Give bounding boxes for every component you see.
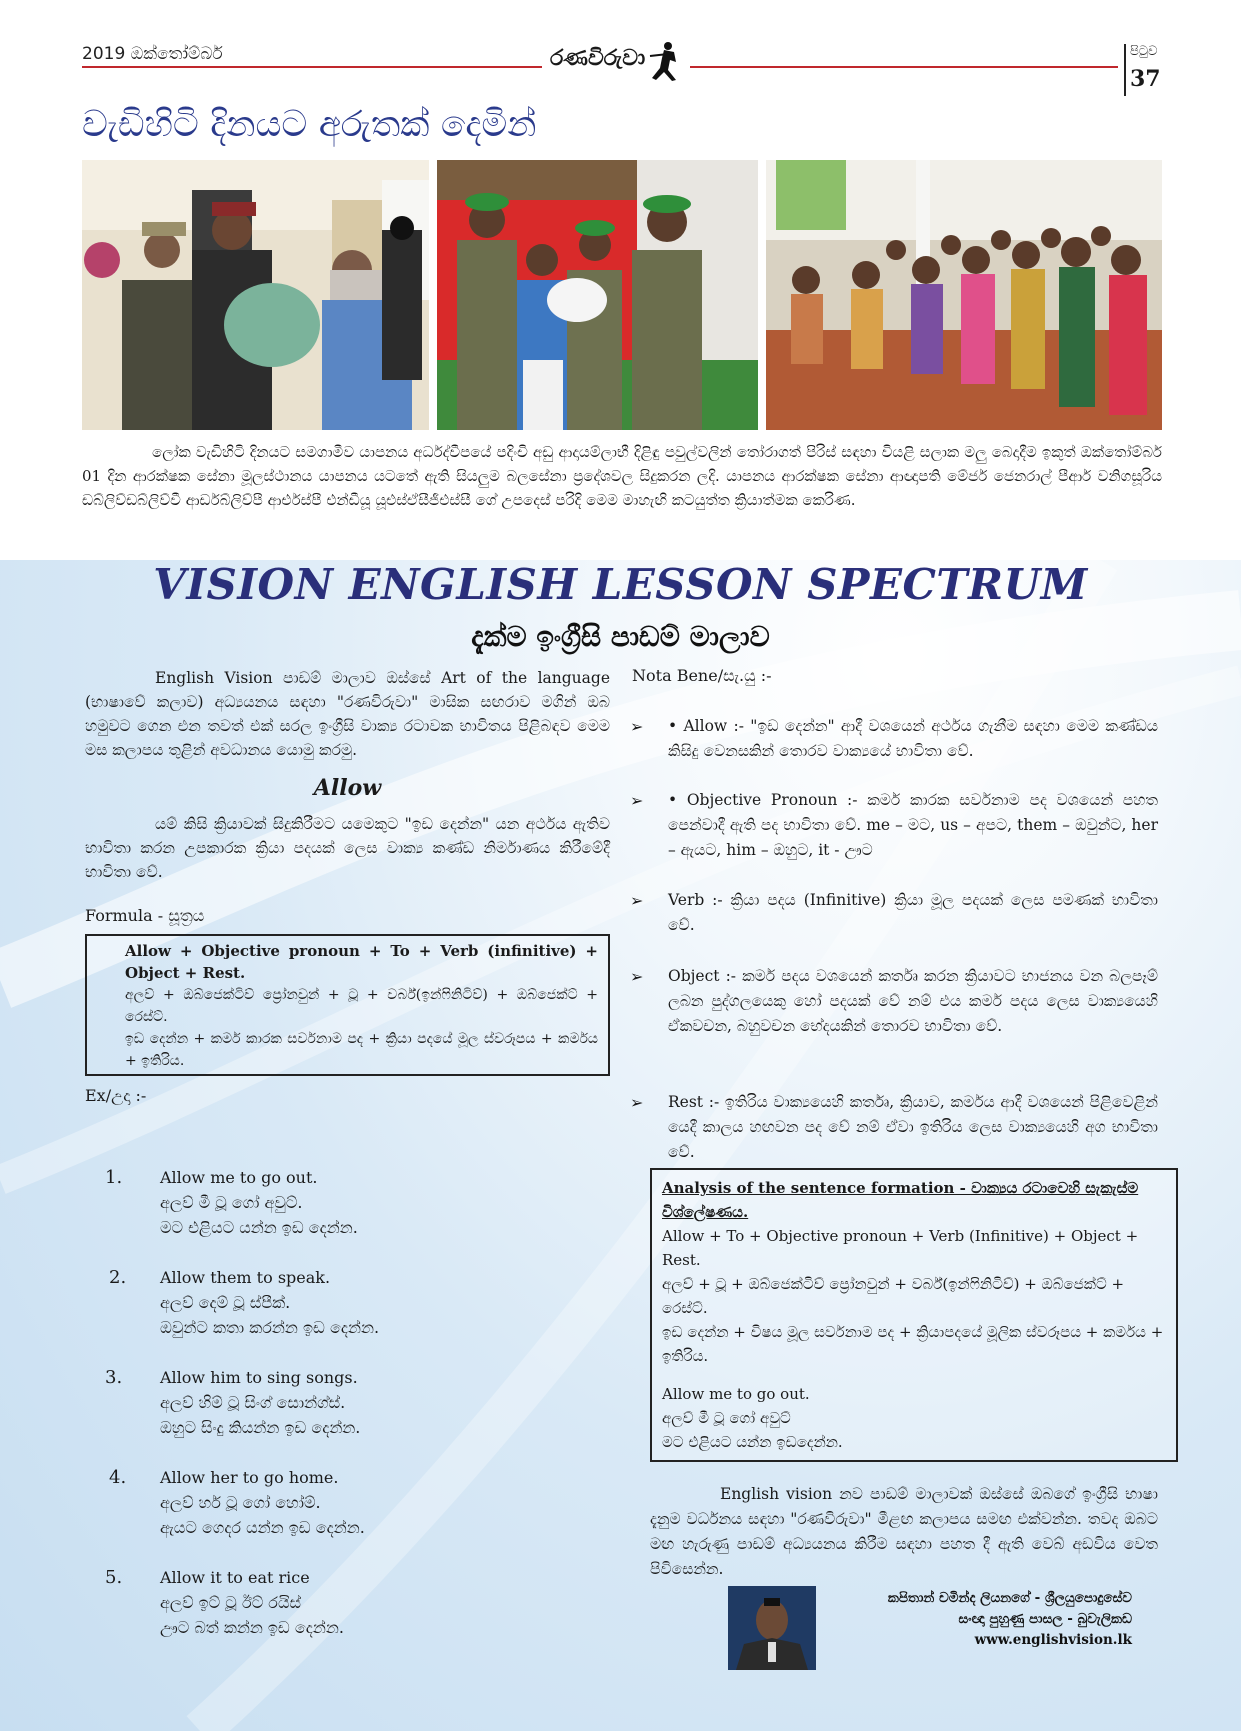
article-title: වැඩිහිටි දිනයට අරුතක් දෙමින් [82, 104, 537, 145]
nota-bene-label: Nota Bene/සැ.යු :- [632, 666, 772, 685]
author-name: කපිතාන් චමින්ද ලියනගේ - ශ්‍රීලයුපොදුසේව [887, 1590, 1132, 1606]
example-number: 2. [109, 1267, 127, 1288]
author-credit [842, 1588, 1132, 1651]
author-institution: සංඥා පුහුණු පාසල - බුවැලිකඩ [958, 1611, 1132, 1627]
example-english: Allow him to sing songs. [160, 1368, 358, 1387]
arrow-icon: ➢ [630, 1093, 644, 1112]
analysis-example-english: Allow me to go out. [662, 1385, 810, 1403]
example-english: Allow me to go out. [160, 1168, 318, 1187]
header-rule-right [690, 66, 1118, 68]
formula-sinhala: ඉඩ දෙන්න + කර්ම කාරක සර්වනාම පද + ක්‍රියා පදයේ මූල ස්වරූපය + කර්මය + ඉතිරිය. [125, 1031, 598, 1069]
example-1 [105, 1165, 525, 1240]
example-sinhala: මට එළියට යන්න ඉඩ දෙන්න. [160, 1218, 358, 1237]
article-caption [82, 440, 1162, 512]
analysis-example-phonetic: අලව් මී ටූ ගෝ අවුට් [662, 1409, 791, 1427]
example-5 [105, 1565, 525, 1640]
analysis-formula-english: Allow + To + Objective pronoun + Verb (Infinitive) + Object + Rest. [662, 1227, 1139, 1269]
closing-paragraph [650, 1482, 1158, 1582]
analysis-example-sinhala: මට එළියට යන්න ඉඩදෙන්න. [662, 1433, 843, 1451]
masthead: රණවිරුවා [550, 46, 646, 71]
arrow-icon: ➢ [630, 717, 644, 736]
example-sinhala: ඌට බත් කන්න ඉඩ දෙන්න. [160, 1618, 344, 1637]
allow-description: යම් කිසි ක්‍රියාවක් සිදුකිරීමට යමෙකුට "ඉඩ දෙන්න" යන අර්ථය ඇතිව භාවිතා කරන උපකාරක ක්‍රියා පදයක් ලෙස වාක්‍ය කණ්ඩ නිර්මාණය කිරීමේදී භාවිතා වේ. [85, 815, 610, 881]
photo-relief-handover [82, 160, 429, 430]
analysis-formula-sinhala: ඉඩ දෙන්න + විෂය මූල සර්වනාම පද + ක්‍රියාපදයේ මූලික ස්වරූපය + කර්මය + ඉතිරිය. [662, 1323, 1164, 1365]
example-number: 3. [105, 1367, 123, 1388]
analysis-box [650, 1168, 1178, 1462]
note-text: Object :- කර්ම පදය වශයෙන් කර්තෘ කරන ක්‍රියාවට භාජනය වන බලපෑම් ලබන පුද්ගලයෙකු හෝ පදයක් වේ නම් එය කර්ම පදය ලෙස වාක්‍යයෙහි ඒකවචන, බහුවචන භේදයකින් තොරව භාවිතා වේ. [668, 967, 1158, 1035]
example-4 [105, 1465, 525, 1540]
note-allow [632, 714, 1158, 764]
note-text: • Allow :- "ඉඩ දෙන්න" ආදී වශයෙන් අර්ථය ගැනීම සඳහා මෙම කණ්ඩය කිසිදු වෙනසකින් තොරව වාක්‍යයේ භාවිතා වේ. [668, 717, 1158, 760]
issue-date: 2019 ඔක්තෝම්බර් [82, 44, 223, 64]
example-number: 1. [105, 1167, 123, 1188]
lesson-intro: English Vision පාඩම් මාලාව ඔස්සේ Art of the language (භාෂාවේ කලාව) අධ්‍යයනය සඳහා "රණවිරුවා" මාසික සඟරාව මගින් ඔබ හමුවට ගෙන එන තවත් එක් සරල ඉංග්‍රීසි වාක්‍ය රටාවක භාවිතය පිළිබඳව මෙම මස කලාපය තුළින් අවධානය යොමු කරමු. [85, 669, 610, 759]
note-text: Verb :- ක්‍රියා පදය (Infinitive) ක්‍රියා මූල පදයක් ලෙස පමණක් භාවිතා වේ. [668, 891, 1158, 934]
author-photo [728, 1586, 816, 1670]
example-sinhala: ඔහුට සිංදු කියන්න ඉඩ දෙන්න. [160, 1418, 361, 1437]
example-english: Allow it to eat rice [160, 1568, 310, 1587]
photo-soldiers-distribution [437, 160, 758, 430]
note-verb [632, 888, 1158, 938]
note-object [632, 964, 1158, 1039]
arrow-icon: ➢ [630, 967, 644, 986]
closing-text: English vision නව පාඩම් මාලාවක් ඔස්සේ ඔබගේ ඉංග්‍රීසි භාෂා දැනුම වර්ධනය සඳහා "රණවිරුවා" මීළඟ කලාපය සමඟ එක්වන්න. තවද ඔබට මඟ හැරුණු පාඩම් අධ්‍යයනය කිරීම සඳහා පහත දී ඇති වෙබ් අඩවිය වෙත පිවිසෙන්න. [650, 1485, 1158, 1578]
formula-phonetic: අලව් + ඔබ්ජෙක්ටිව් ප්‍රෝනවුන් + ටූ + වර්බ්(ඉන්ෆිනිටිව්) + ඔබ්ජෙක්ට් + රෙස්ට්. [125, 987, 598, 1025]
website-link[interactable]: www.englishvision.lk [974, 1632, 1132, 1648]
example-english: Allow her to go home. [160, 1468, 339, 1487]
example-phonetic: අලව් හිම් ටූ සිංග් සොන්ග්ස්. [160, 1393, 346, 1412]
example-3 [105, 1365, 525, 1440]
example-phonetic: අලව් මී ටූ ගෝ අවුට්. [160, 1193, 303, 1212]
page-number: 37 [1130, 66, 1161, 92]
lesson-title: VISION ENGLISH LESSON SPECTRUM [153, 560, 1088, 609]
arrow-icon: ➢ [630, 791, 644, 810]
allow-heading: Allow [313, 775, 382, 801]
example-sinhala: ඔවුන්ට කතා කරන්න ඉඩ දෙන්න. [160, 1318, 380, 1337]
example-2 [105, 1265, 525, 1340]
examples-label: Ex/උදා :- [85, 1086, 147, 1105]
analysis-heading: Analysis of the sentence formation - වාක්‍යය රටාවෙහි සැකැස්ම විශ්ලේෂණය. [662, 1179, 1139, 1221]
left-column [85, 666, 610, 1108]
note-objective-pronoun [632, 788, 1158, 863]
photo-elderly-audience [766, 160, 1162, 430]
page-number-divider [1124, 44, 1126, 96]
formula-label: Formula - සූත්‍රය [85, 906, 205, 925]
page-label: පිටුව [1130, 44, 1158, 59]
formula-english: Allow + Objective pronoun + To + Verb (infinitive) + Object + Rest. [125, 942, 598, 982]
caption-text: ලෝක වැඩිහිටි දිනයට සමගාමීව යාපනය අර්ධද්වීපයේ පදිංචි අඩු ආදායම්ලාභී දිළිඳු පවුල්වලින් තෝරාගත් පිරිස් සඳහා වියළි සලාක මලු බෙදාදීම ඉකුත් ඔක්තෝම්බර් 01 දින ආරක්ෂක සේනා මූලස්ථානය යාපනය යටතේ ඇති සියලුම බලසේනා ප්‍රදේශවල සිදුකරන ලදි. යාපනය ආරක්ෂක සේනා ආඥාපති මේජර් ජෙනරාල් පීආර් වනිගසූරිය ඩබ්ලිව්ඩබ්ලිව්වී ආර්ඩබ්ලිව්පී ආර්එස්පී එන්ඩීයූ යූඑස්ඒසීජීඑස්සී ගේ උපදෙස් පරිදි මෙම මාහැඟි කටයුත්ත ක්‍රියාත්මක කෙරිණ. [82, 443, 1162, 509]
analysis-formula-phonetic: අලව් + ටූ + ඔබ්ජෙක්ටිව් ප්‍රෝනවුන් + වර්බ්(ඉන්ෆිනිටිව්) + ඔබ්ජෙක්ට් + රෙස්ට්. [662, 1275, 1125, 1317]
example-number: 4. [109, 1467, 127, 1488]
example-phonetic: අලව් ඉට් ටූ ඊට් රයිස් [160, 1593, 301, 1612]
note-rest [632, 1090, 1158, 1165]
header-rule-left [82, 66, 542, 68]
example-number: 5. [105, 1567, 123, 1588]
soldier-logo-icon [646, 40, 682, 86]
example-english: Allow them to speak. [160, 1268, 331, 1287]
note-text: • Objective Pronoun :- කර්ම කාරක සර්වනාම පද වශයෙන් පහත පෙන්වාදී ඇති පද භාවිතා වේ. me – මට, us – අපට, them – ඔවුන්ට, her – ඇයට, him – ඔහුට, it - ඌට [668, 791, 1158, 859]
arrow-icon: ➢ [630, 891, 644, 910]
example-phonetic: අලව් හර් ටූ ගෝ හෝම්. [160, 1493, 321, 1512]
note-text: Rest :- ඉතිරිය වාක්‍යයෙහි කර්තෘ, ක්‍රියාව, කර්මය ආදී වශයෙන් පිළිවෙළින් යෙදී කාලය හඟවන පද වේ නම් ඒවා ඉතිරිය ලෙස වාක්‍යයෙහි අග භාවිතා වේ. [668, 1093, 1158, 1161]
example-sinhala: ඇයට ගෙදර යන්න ඉඩ දෙන්න. [160, 1518, 365, 1537]
example-phonetic: අලව් දෙම් ටූ ස්පීක්. [160, 1293, 291, 1312]
formula-box [85, 934, 610, 1076]
lesson-subtitle: දැක්ම ඉංග්‍රීසි පාඩම් මාලාව [471, 620, 770, 653]
